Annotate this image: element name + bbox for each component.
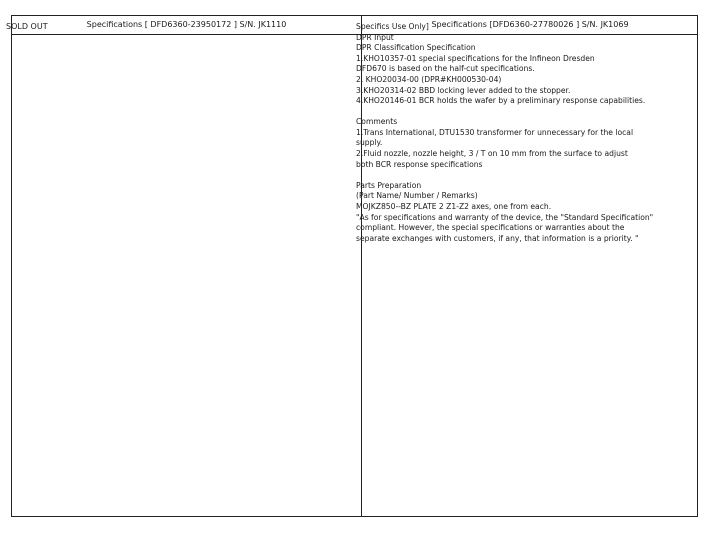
spec-text-line: MOJKZ850--BZ PLATE 2 Z1-Z2 axes, one from each. xyxy=(356,201,552,211)
spec-text-line: (Part Name/ Number / Remarks) xyxy=(356,191,478,201)
spec-text-line: 2.Fluid nozzle, nozzle height, 3 / T on 10 mm from the surface to adjust xyxy=(356,149,628,159)
parts-preparation-paragraph xyxy=(356,181,684,245)
spec-text-line: 1.KHO10357-01 special specifications for the Infineon Dresden xyxy=(356,53,595,63)
spec-text-line: both BCR response specifications xyxy=(356,159,483,169)
spec-text-line: DPR Input xyxy=(356,32,394,42)
spec-text-line: 4.KHO20146-01 BCR holds the wafer by a preliminary response capabilities. xyxy=(356,96,646,106)
right-cell-specifications xyxy=(356,22,684,244)
spec-notes-paragraph xyxy=(356,22,684,107)
left-cell-status: SOLD OUT xyxy=(6,22,48,31)
spec-text-line: 1.Trans International, DTU1530 transformer for unnecessary for the local xyxy=(356,127,634,137)
right-column-header: Specifications [DFD6360-27780026 ] S/N. JK1069 xyxy=(431,20,629,29)
spec-text-line: separate exchanges with customers, if any, that information is a priority. " xyxy=(356,233,639,243)
spec-text-line: Specifics Use Only] xyxy=(356,22,429,31)
spec-text-line: Comments xyxy=(356,117,398,127)
spec-text-line: 3.KHO20314-02 BBD locking lever added to the stopper. xyxy=(356,85,571,95)
spec-text-line: supply. xyxy=(356,138,383,148)
spec-text-line: DFD670 is based on the half-cut specifications. xyxy=(356,64,535,74)
spec-text-line: DPR Classification Specification xyxy=(356,43,476,53)
spec-text-line: 2. KHO20034-00 (DPR#KH000530-04) xyxy=(356,74,502,84)
spec-text-line: compliant. However, the special specifications or warranties about the xyxy=(356,223,625,233)
spec-text-line: "As for specifications and warranty of the device, the "Standard Specification" xyxy=(356,212,654,222)
spec-text-line: Parts Preparation xyxy=(356,180,422,190)
left-column-header: Specifications [ DFD6360-23950172 ] S/N. JK1110 xyxy=(86,20,287,29)
comments-paragraph xyxy=(356,117,684,170)
